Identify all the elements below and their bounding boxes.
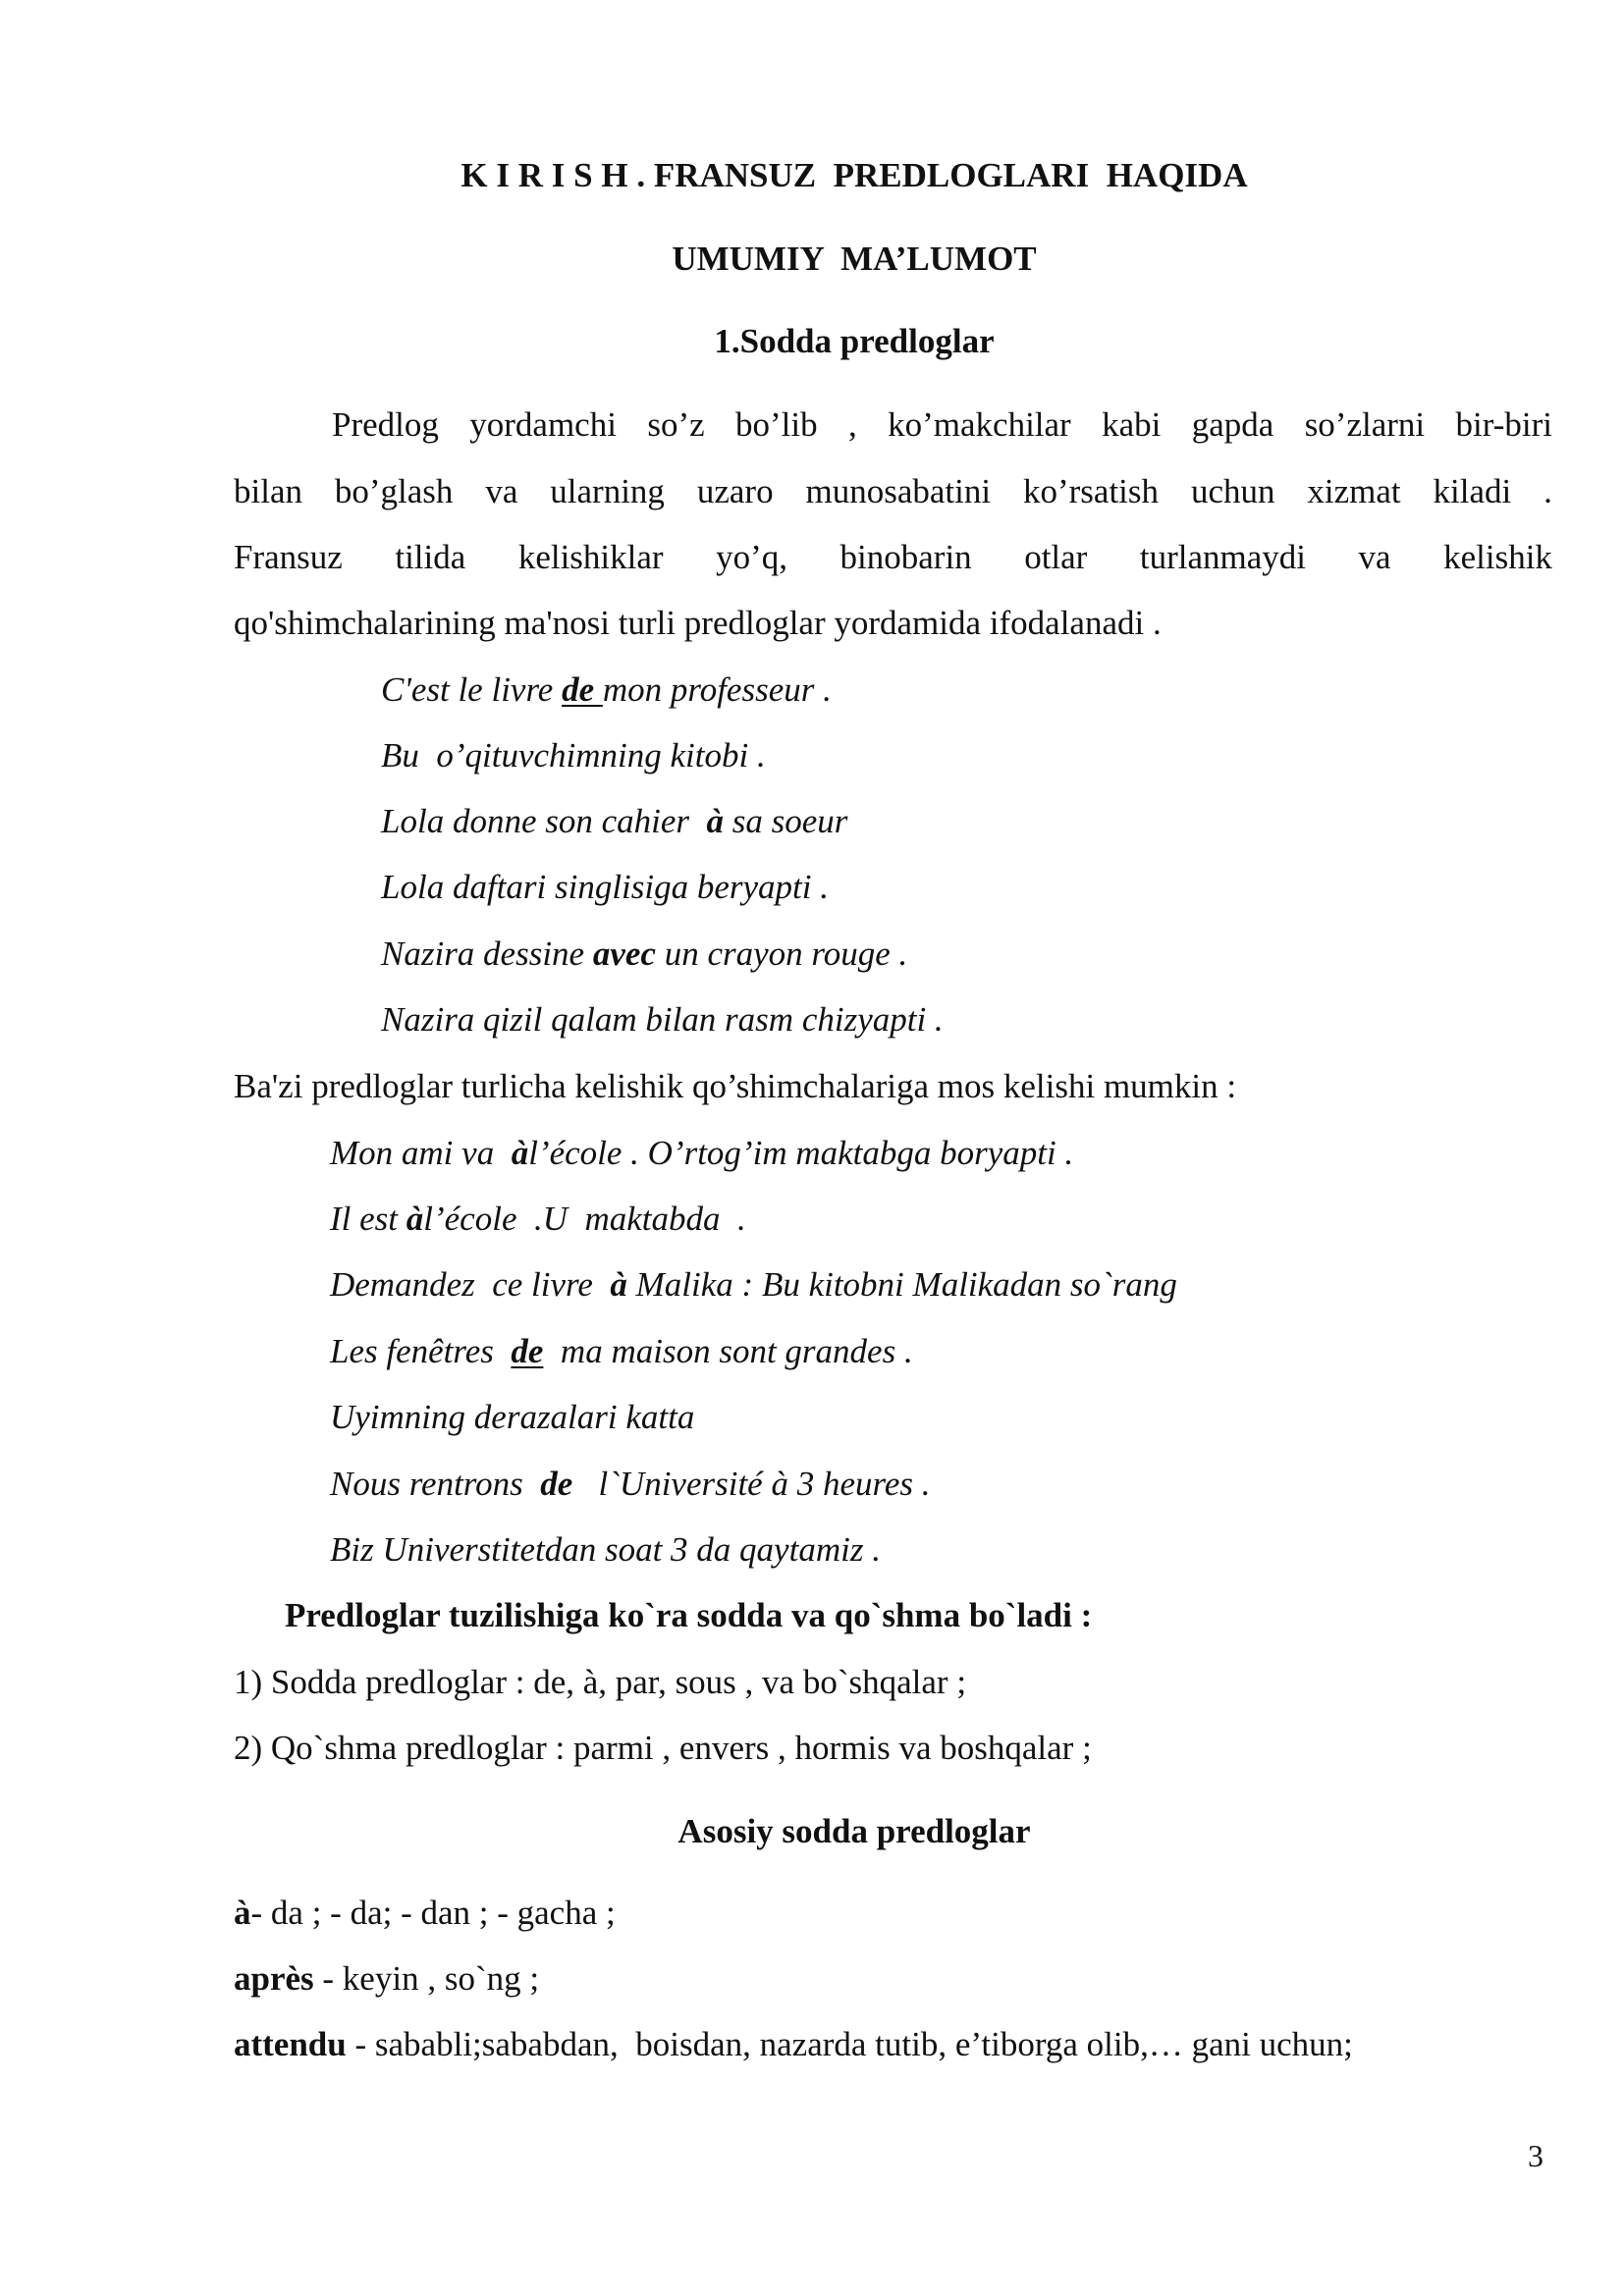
example-4: Mon ami va àl’école . O’rtog’im maktabga boryapti . [330,1134,1074,1172]
intro-line-2: bilan bo’glash va ularning uzaro munosabatini ko’rsatish uchun xizmat kiladi . [234,472,1552,510]
intro-line-1: Predlog yordamchi so’z bo’lib , ko’makchilar kabi gapda so’zlarni bir-biri [332,405,1552,444]
cases-intro: Ba'zi predloglar turlicha kelishik qo’shimchalariga mos kelishi mumkin : [234,1067,1237,1105]
example-7: Les fenêtres de ma maison sont grandes . [330,1332,913,1370]
preposition-de: de [562,670,603,709]
definition-apres: après - keyin , so`ng ; [234,1959,540,1998]
example-2-translation: Lola daftari singlisiga beryapti . [381,868,830,906]
structure-heading: Predloglar tuzilishiga ko`ra sodda va qo`shma bo`ladi : [285,1596,1093,1634]
preposition-a: à [511,1134,529,1172]
definition-attendu: attendu - sababli;sababdan, boisdan, nazarda tutib, e’tiborga olib,… gani uchun; [234,2025,1353,2063]
example-2: Lola donne son cahier à sa soeur [381,802,848,840]
example-7-translation: Uyimning derazalari katta [330,1398,695,1436]
preposition-a: à [610,1265,627,1304]
example-1-translation: Bu o’qituvchimning kitobi . [381,736,766,774]
title-line-1: K I R I S H . FRANSUZ PREDLOGLARI HAQIDA [460,156,1248,194]
example-5: Il est àl’école .U maktabda . [330,1200,746,1238]
section-heading: 1.Sodda predloglar [714,322,995,360]
definition-a: à- da ; - da; - dan ; - gacha ; [234,1894,616,1932]
list-item-compound: 2) Qo`shma predloglar : parmi , envers , hormis va boshqalar ; [234,1729,1092,1767]
page-number: 3 [1528,2138,1543,2173]
intro-line-3: Fransuz tilida kelishiklar yo’q, binobarin otlar turlanmaydi va kelishik [234,538,1552,576]
preposition-de: de [540,1465,573,1503]
example-1: C'est le livre de mon professeur . [381,670,832,709]
example-3: Nazira dessine avec un crayon rouge . [381,934,908,973]
example-8-translation: Biz Universtitetdan soat 3 da qaytamiz . [330,1530,881,1569]
preposition-avec: avec [592,934,656,973]
preposition-de: de [511,1332,544,1370]
intro-line-4: qo'shimchalarining ma'nosi turli predloglar yordamida ifodalanadi . [234,604,1162,642]
list-item-simple: 1) Sodda predloglar : de, à, par, sous , va bo`shqalar ; [234,1663,967,1701]
title-line-2: UMUMIY MA’LUMOT [672,240,1037,278]
preposition-a: à [706,802,725,840]
preposition-a: à [406,1200,424,1238]
example-8: Nous rentrons de l`Université à 3 heures . [330,1465,931,1503]
main-heading: Asosiy sodda predloglar [677,1812,1031,1850]
example-6: Demandez ce livre à Malika : Bu kitobni Malikadan so`rang [330,1265,1177,1304]
example-3-translation: Nazira qizil qalam bilan rasm chizyapti . [381,1000,944,1039]
